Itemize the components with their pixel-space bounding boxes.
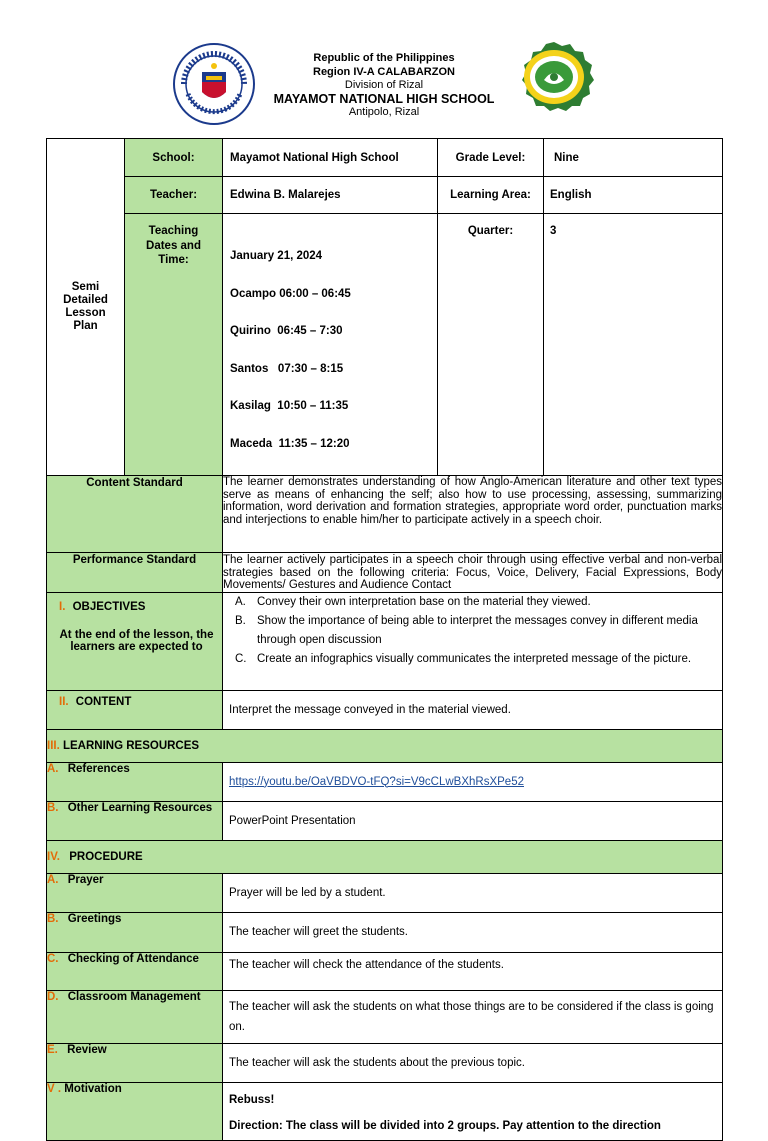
document-header	[0, 0, 768, 130]
procedure-step-text: The teacher will check the attendance of the students.	[223, 952, 723, 990]
procedure-step-label	[47, 990, 223, 1043]
procedure-step-text: The teacher will ask the students about the previous topic.	[223, 1043, 723, 1082]
procedure-step-title: Classroom Management	[67, 990, 201, 1003]
quarter-label: Quarter:	[438, 214, 544, 476]
procedure-step-label	[47, 873, 223, 912]
procedure-step-label	[47, 912, 223, 952]
dates-value	[223, 214, 438, 476]
resources-title: LEARNING RESOURCES	[62, 739, 200, 752]
school-seal-icon	[512, 40, 596, 112]
content-label	[47, 690, 223, 729]
objectives-title: OBJECTIVES	[72, 600, 146, 613]
procedure-step-title: Checking of Attendance	[67, 952, 199, 965]
header-republic: Republic of the Philippines	[313, 52, 455, 64]
content-text: Interpret the message conveyed in the material viewed.	[223, 690, 723, 729]
references-value	[223, 762, 723, 801]
content-title: CONTENT	[75, 695, 132, 708]
school-label: School:	[125, 139, 223, 177]
teacher-label: Teacher:	[125, 177, 223, 214]
header-text	[256, 52, 512, 120]
plan-type-cell	[47, 139, 125, 476]
procedure-step-num: E.	[47, 1043, 58, 1056]
header-division: Division of Rizal	[344, 79, 424, 91]
procedure-step-label	[47, 1043, 223, 1082]
procedure-step-title: Prayer	[67, 873, 104, 886]
resources-heading	[47, 729, 723, 762]
objective-marker: B.	[235, 614, 246, 627]
other-resources-num: B.	[47, 801, 59, 814]
plan-type: Semi Detailed Lesson Plan	[63, 281, 108, 332]
content-num: II.	[59, 695, 69, 708]
procedure-title: PROCEDURE	[69, 850, 143, 863]
objective-item	[235, 612, 716, 650]
dates-line: January 21, 2024	[230, 250, 323, 262]
procedure-step-text: The teacher will ask the students on what those things are to be considered if the class is going on.	[223, 990, 723, 1043]
dates-line: Santos 07:30 – 8:15	[230, 362, 344, 375]
other-resources-label	[47, 801, 223, 840]
procedure-step-text: Prayer will be led by a student.	[223, 873, 723, 912]
procedure-num: IV.	[47, 850, 61, 863]
motivation-num: V .	[47, 1082, 62, 1095]
area-value: English	[544, 177, 723, 214]
motivation-content	[223, 1082, 723, 1140]
objectives-sub: At the end of the lesson, the learners are expected to	[59, 628, 214, 653]
performance-standard-text: The learner actively participates in a speech choir through using effective verbal and non-verbal strategies based on the following criteria: Focus, Voice, Delivery, Facial Expressions, Body Movements/ Gestures and Audience Contact	[223, 554, 722, 591]
dates-line: Maceda 11:35 – 12:20	[230, 437, 350, 450]
dates-line: Kasilag 10:50 – 11:35	[230, 400, 349, 412]
references-num: A.	[47, 762, 59, 775]
header-city: Antipolo, Rizal	[348, 106, 420, 118]
objectives-list-cell	[223, 592, 723, 690]
objective-text: Create an infographics visually communicates the interpreted message of the picture.	[257, 652, 692, 665]
lesson-plan-table	[46, 138, 723, 1141]
header-region: Region IV-A CALABARZON	[313, 65, 455, 78]
content-standard-text: The learner demonstrates understanding of how Anglo-American literature and other text types serve as means of enhancing the self; also how to use processing, assessing, summarizing information, word derivation and formation strategies, appropriate word order, punctuation marks and interjections to enable him/her to participate actively in a speech choir.	[223, 476, 723, 553]
performance-standard-label: Performance Standard	[47, 553, 223, 593]
references-link[interactable]: https://youtu.be/OaVBDVO-tFQ?si=V9cCLwBXhRsXPe52	[229, 775, 524, 788]
objectives-num: I.	[59, 600, 66, 613]
procedure-step-text: The teacher will greet the students.	[223, 912, 723, 952]
procedure-step-num: B.	[47, 912, 59, 925]
objective-marker: C.	[235, 652, 247, 665]
motivation-label	[47, 1082, 223, 1140]
objectives-label	[47, 592, 223, 690]
motivation-title: Motivation	[64, 1082, 122, 1095]
area-label: Learning Area:	[438, 177, 544, 214]
procedure-step-title: Greetings	[67, 912, 122, 925]
quarter-value: 3	[544, 214, 723, 476]
objective-item	[235, 593, 716, 612]
procedure-step-label	[47, 952, 223, 990]
dates-label: Teaching Dates and Time:	[125, 214, 223, 476]
objectives-list	[223, 593, 722, 669]
grade-value: Nine	[544, 139, 723, 177]
dates-line: Ocampo 06:00 – 06:45	[230, 287, 351, 300]
procedure-step-num: A.	[47, 873, 59, 886]
objective-marker: A.	[235, 595, 246, 608]
procedure-step-num: D.	[47, 990, 59, 1003]
procedure-heading	[47, 840, 723, 873]
objective-text: Convey their own interpretation base on the material they viewed.	[257, 595, 591, 608]
references-label	[47, 762, 223, 801]
school-value: Mayamot National High School	[223, 139, 438, 177]
dates-line: Quirino 06:45 – 7:30	[230, 325, 343, 337]
content-standard-label: Content Standard	[47, 476, 223, 553]
objectives-heading	[59, 601, 214, 613]
procedure-step-num: C.	[47, 952, 59, 965]
deped-seal-icon	[172, 42, 256, 126]
references-title: References	[67, 762, 130, 775]
other-resources-value: PowerPoint Presentation	[223, 801, 723, 840]
objective-item	[235, 650, 716, 669]
header-school: MAYAMOT NATIONAL HIGH SCHOOL	[273, 91, 495, 106]
resources-num: III.	[47, 739, 60, 752]
objective-text: Show the importance of being able to interpret the messages convey in different media through open discussion	[257, 614, 698, 646]
grade-label: Grade Level:	[438, 139, 544, 177]
procedure-step-title: Review	[67, 1043, 107, 1056]
other-resources-title: Other Learning Resources	[67, 801, 213, 814]
teacher-value: Edwina B. Malarejes	[223, 177, 438, 214]
motivation-direction: Direction: The class will be divided into 2 groups. Pay attention to the direction	[229, 1119, 661, 1132]
motivation-heading: Rebuss!	[229, 1093, 275, 1106]
